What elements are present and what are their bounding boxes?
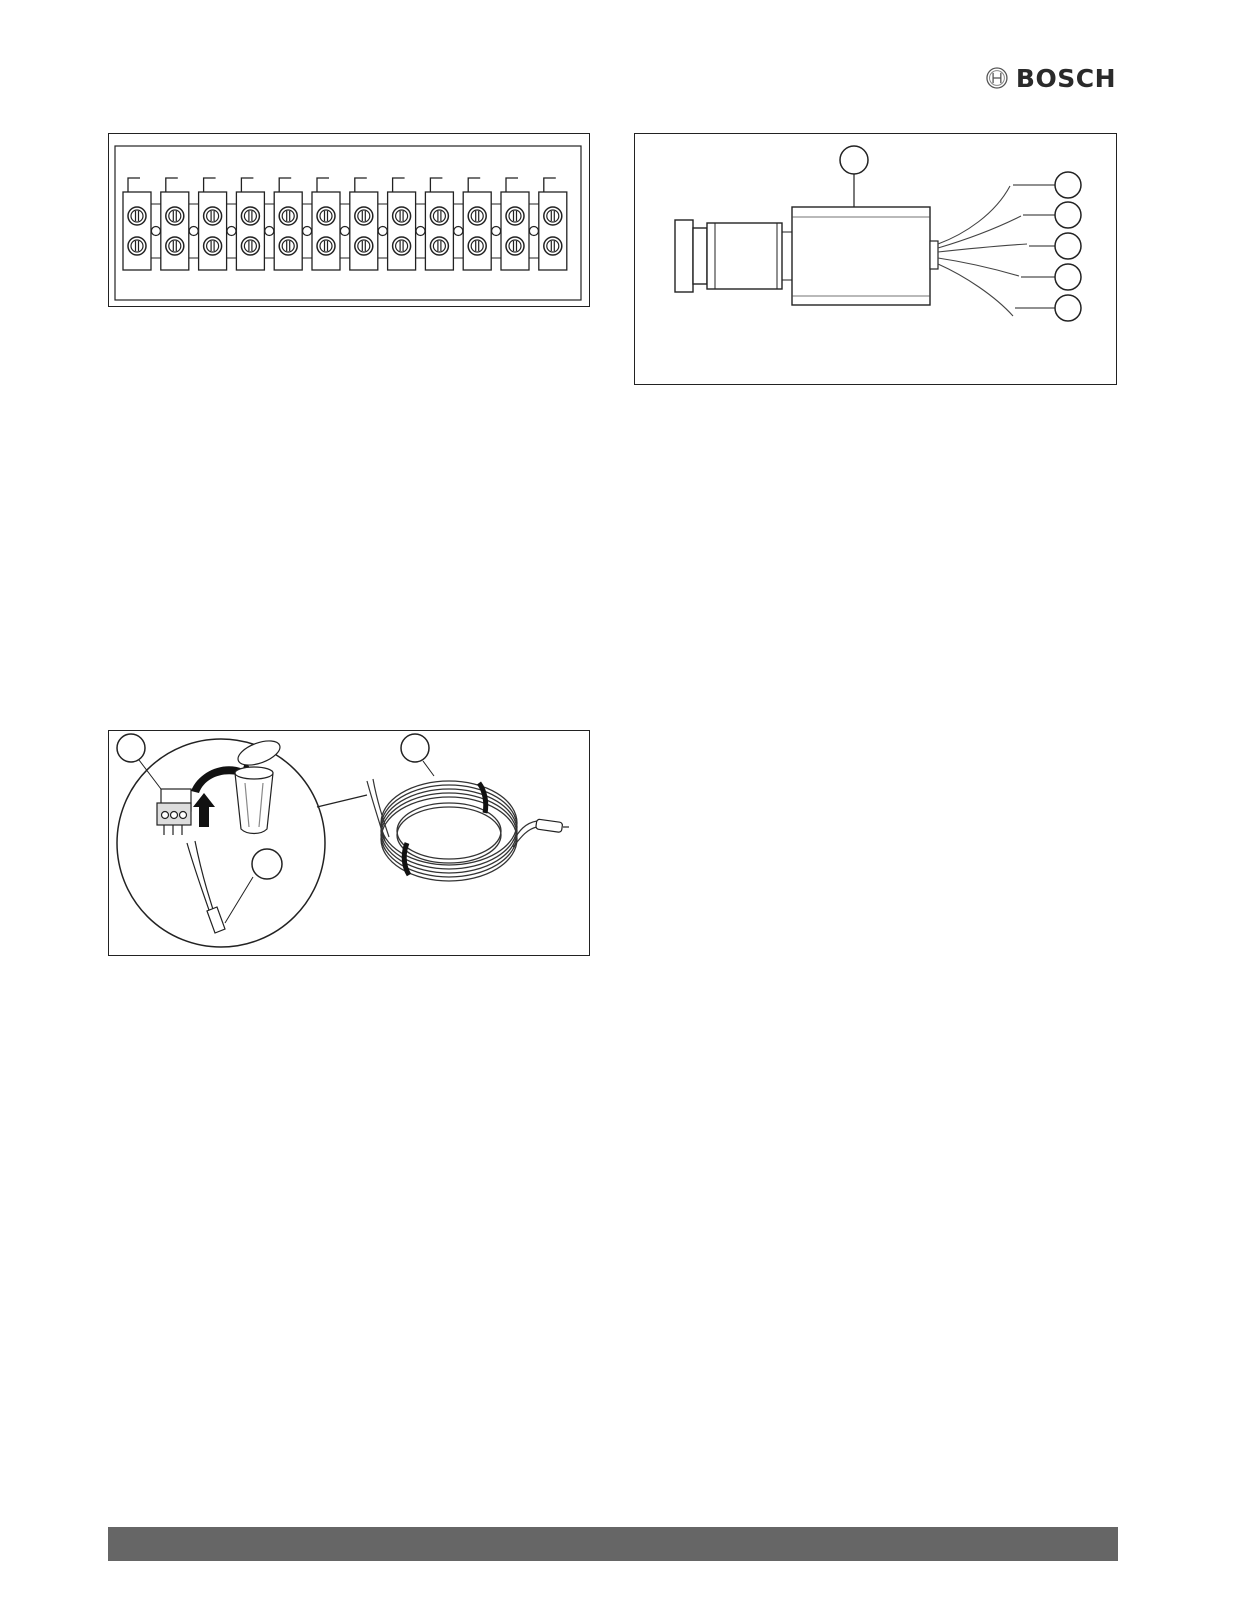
- callout-circle: [1055, 264, 1081, 290]
- terminal-module: [123, 178, 151, 270]
- callout-circle: [840, 146, 868, 174]
- callout-circle: [252, 849, 282, 879]
- callout-circle: [401, 734, 429, 762]
- callout-circle: [1055, 295, 1081, 321]
- sensor-body: [792, 207, 930, 305]
- bosch-armature-icon: [986, 61, 1008, 95]
- sensor-connector-figure: [634, 133, 1117, 385]
- footer-bar: [108, 1527, 1118, 1561]
- terminal-block-figure: [108, 133, 590, 307]
- terminal-module: [501, 178, 529, 270]
- brand-name: BOSCH: [1015, 63, 1116, 93]
- mounting-hole: [529, 227, 538, 236]
- terminal-module: [199, 178, 227, 270]
- terminal-module: [274, 178, 302, 270]
- cable-coil-icon: [109, 731, 589, 955]
- mounting-hole: [340, 227, 349, 236]
- mounting-hole: [378, 227, 387, 236]
- terminal-module: [312, 178, 340, 270]
- mounting-hole: [416, 227, 425, 236]
- terminal-strip-icon: [109, 134, 589, 306]
- mounting-hole: [492, 227, 501, 236]
- mounting-hole: [189, 227, 198, 236]
- terminal-module: [236, 178, 264, 270]
- callout-circle: [1055, 172, 1081, 198]
- terminal-module: [463, 178, 491, 270]
- terminal-module: [539, 178, 567, 270]
- callout-circle: [1055, 202, 1081, 228]
- mounting-hole: [151, 227, 160, 236]
- callout-circle: [117, 734, 145, 762]
- sensor-probe: [536, 819, 563, 833]
- terminal-module: [350, 178, 378, 270]
- mounting-hole: [265, 227, 274, 236]
- terminal-module: [388, 178, 416, 270]
- mounting-hole: [303, 227, 312, 236]
- callout-circle: [1055, 233, 1081, 259]
- connector-cap: [675, 220, 693, 292]
- cable-coil: [381, 781, 517, 881]
- terminal-module: [425, 178, 453, 270]
- sensor-kit-figure: [108, 730, 590, 956]
- mounting-hole: [454, 227, 463, 236]
- terminal-module: [161, 178, 189, 270]
- sensor-cable-icon: [635, 134, 1116, 384]
- brand-logo: [986, 60, 1116, 96]
- mounting-hole: [227, 227, 236, 236]
